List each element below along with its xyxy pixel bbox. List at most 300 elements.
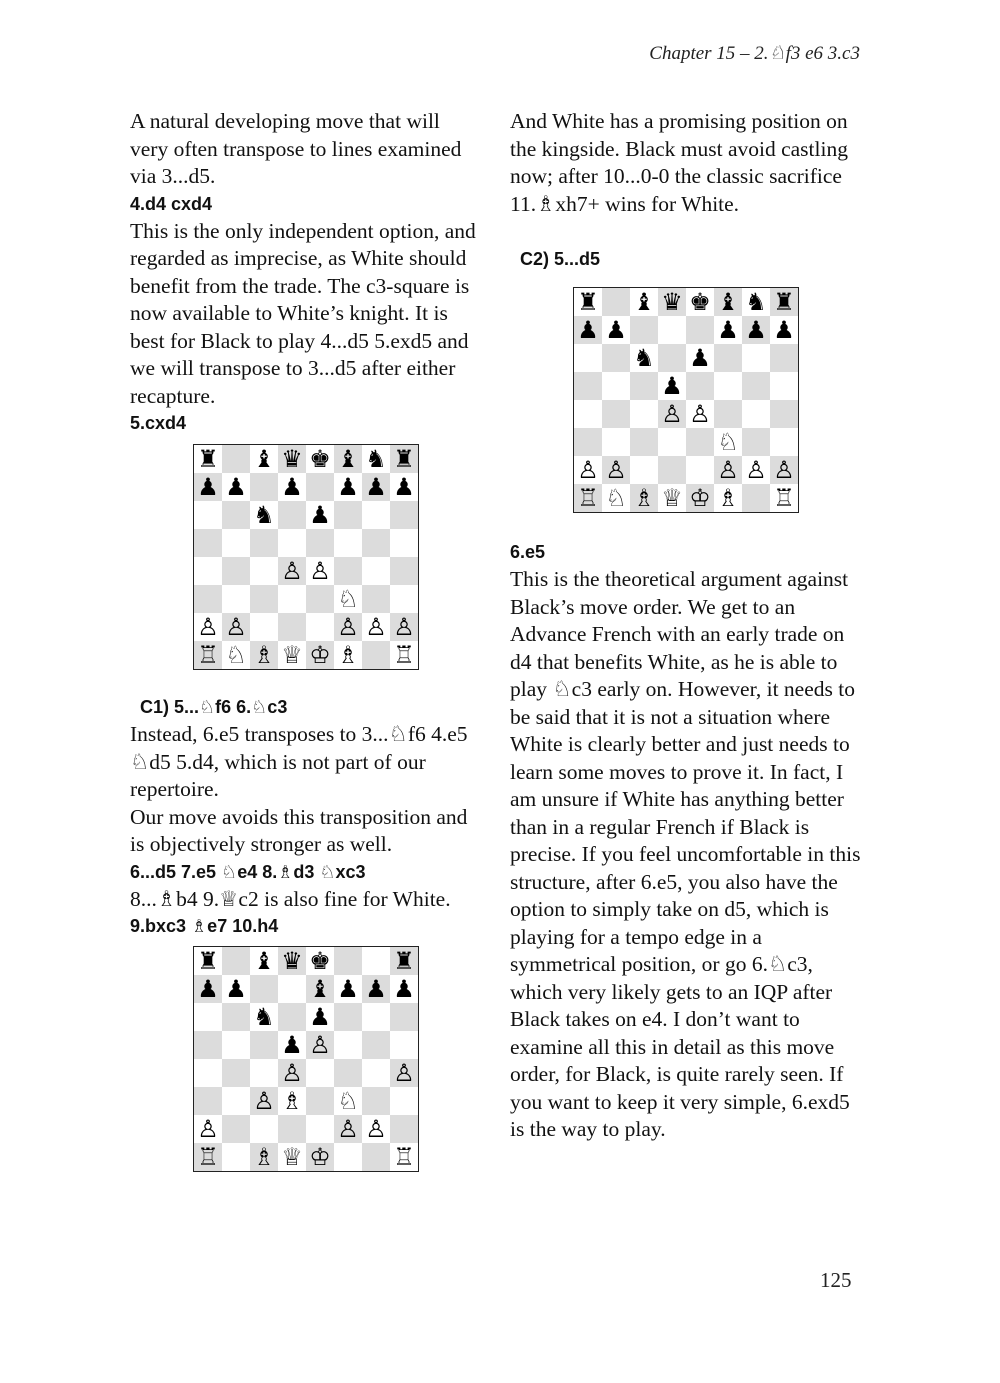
- chess-piece-icon: ♗: [337, 641, 359, 669]
- chess-piece-icon: ♘: [337, 585, 359, 613]
- board-square: [362, 975, 390, 1003]
- chess-piece-icon: ♙: [225, 613, 247, 641]
- board-square: [306, 1031, 334, 1059]
- board-square: [194, 1115, 222, 1143]
- chess-piece-icon: ♙: [605, 456, 627, 484]
- board-square: [334, 445, 362, 473]
- chess-piece-icon: ♟: [365, 473, 387, 501]
- board-square: [250, 1115, 278, 1143]
- board-square: [714, 316, 742, 344]
- board-square: [278, 473, 306, 501]
- chess-piece-icon: ♙: [717, 456, 739, 484]
- paragraph: Our move avoids this transposition and is objectively stronger as well.: [130, 804, 468, 856]
- board-square: [334, 557, 362, 585]
- board-square: [334, 585, 362, 613]
- chess-piece-icon: ♙: [253, 1087, 275, 1115]
- board-square: [362, 445, 390, 473]
- board-square: [390, 1115, 418, 1143]
- board-square: [362, 1087, 390, 1115]
- chess-piece-icon: ♗: [253, 641, 275, 669]
- board-square: [306, 473, 334, 501]
- board-square: [602, 288, 630, 316]
- board-square: [602, 344, 630, 372]
- chess-piece-icon: ♜: [197, 445, 219, 473]
- board-square: [194, 947, 222, 975]
- board-square: [334, 1059, 362, 1087]
- board-square: [222, 613, 250, 641]
- chess-piece-icon: ♝: [309, 975, 331, 1003]
- board-square: [574, 344, 602, 372]
- chess-piece-icon: ♟: [337, 975, 359, 1003]
- chess-diagram-3: [573, 287, 799, 513]
- board-square: [390, 473, 418, 501]
- move-line: 9.bxc3 ♗e7 10.h4: [130, 916, 279, 936]
- board-square: [714, 400, 742, 428]
- board-square: [250, 947, 278, 975]
- chess-piece-icon: ♙: [281, 557, 303, 585]
- board-square: [222, 1003, 250, 1031]
- chess-piece-icon: ♟: [689, 344, 711, 372]
- board-square: [278, 557, 306, 585]
- board-square: [250, 473, 278, 501]
- chess-piece-icon: ♝: [253, 947, 275, 975]
- board-square: [194, 975, 222, 1003]
- board-square: [250, 1003, 278, 1031]
- board-square: [686, 344, 714, 372]
- board-square: [278, 613, 306, 641]
- board-square: [278, 641, 306, 669]
- board-square: [742, 428, 770, 456]
- board-square: [362, 641, 390, 669]
- board-square: [306, 947, 334, 975]
- section-heading-c1: C1) 5...♘f6 6.♘c3: [140, 697, 288, 717]
- board-square: [306, 501, 334, 529]
- board-square: [390, 1059, 418, 1087]
- board-square: [630, 372, 658, 400]
- board-square: [742, 372, 770, 400]
- paragraph: This is the theoretical argument against Black’s move order. We get to an Advance French with an early trade on d4 that benefits White, as he is able to play ♘c3 early on. However, it needs to be said that it is not a situation where White is clearly better and just needs to learn some moves to prove it. In fact, I am unsure if White has anything better than in a regular French if Black is precise. If you feel uncomfortable in this structure, after 6.e5, you also have the option to simply take on d5, which is playing for a tempo edge in a symmetrical position, or go 6.♘c3, which very likely gets to an IQP after Black takes on e4. I don’t want to examine all this in detail as this move order, for Black, is quite rarely seen. If you want to keep it very simple, 6.exd5 is the way to play.: [510, 567, 861, 1141]
- chess-piece-icon: ♞: [253, 1003, 275, 1031]
- chess-piece-icon: ♙: [393, 1059, 415, 1087]
- chess-piece-icon: ♛: [661, 288, 683, 316]
- chess-piece-icon: ♞: [365, 445, 387, 473]
- chess-piece-icon: ♕: [281, 1143, 303, 1171]
- board-square: [630, 400, 658, 428]
- chess-piece-icon: ♗: [633, 484, 655, 512]
- chess-piece-icon: ♙: [197, 1115, 219, 1143]
- board-square: [334, 613, 362, 641]
- chess-piece-icon: ♜: [197, 947, 219, 975]
- board-square: [714, 428, 742, 456]
- chess-piece-icon: ♞: [633, 344, 655, 372]
- board-square: [658, 484, 686, 512]
- board-square: [390, 613, 418, 641]
- chess-piece-icon: ♜: [393, 445, 415, 473]
- board-square: [362, 1115, 390, 1143]
- board-square: [714, 344, 742, 372]
- board-square: [194, 1003, 222, 1031]
- chess-piece-icon: ♚: [309, 445, 331, 473]
- board-square: [194, 641, 222, 669]
- chess-diagram-1: [193, 444, 419, 670]
- board-square: [390, 1087, 418, 1115]
- chess-piece-icon: ♗: [253, 1143, 275, 1171]
- chess-piece-icon: ♛: [281, 445, 303, 473]
- board-square: [250, 975, 278, 1003]
- paragraph: This is the only independent option, and regarded as imprecise, as White should benefit from the trade. The c3-square is now available to White’s knight. It is best for Black to play 4...d5 5.exd5 and we will transpose to 3...d5 after either recapture.: [130, 218, 476, 408]
- section-heading-c2: C2) 5...d5: [520, 249, 601, 269]
- board-square: [194, 585, 222, 613]
- board-square: [714, 372, 742, 400]
- chess-piece-icon: ♘: [717, 428, 739, 456]
- chess-piece-icon: ♙: [577, 456, 599, 484]
- board-square: [278, 1003, 306, 1031]
- board-square: [362, 947, 390, 975]
- board-square: [250, 501, 278, 529]
- board-square: [334, 1003, 362, 1031]
- board-square: [334, 529, 362, 557]
- paragraph: Instead, 6.e5 transposes to 3...♘f6 4.e5 ♘d5 5.d4, which is not part of our repertoire.: [130, 722, 468, 801]
- chess-piece-icon: ♙: [661, 400, 683, 428]
- chess-piece-icon: ♙: [689, 400, 711, 428]
- paragraph: A natural developing move that will very often transpose to lines examined via 3...d5.: [130, 109, 462, 188]
- left-column: [130, 108, 482, 1172]
- board-square: [602, 316, 630, 344]
- board-square: [770, 372, 798, 400]
- chess-piece-icon: ♟: [577, 316, 599, 344]
- board-square: [222, 947, 250, 975]
- board-square: [714, 484, 742, 512]
- move-line: 4.d4 cxd4: [130, 193, 213, 214]
- board-square: [390, 529, 418, 557]
- board-square: [602, 456, 630, 484]
- board-square: [222, 445, 250, 473]
- chess-piece-icon: ♟: [337, 473, 359, 501]
- board-square: [742, 288, 770, 316]
- chess-piece-icon: ♝: [717, 288, 739, 316]
- paragraph: 8...♗b4 9.♕c2 is also fine for White.: [130, 886, 451, 911]
- board-square: [222, 975, 250, 1003]
- chess-piece-icon: ♙: [337, 1115, 359, 1143]
- board-square: [362, 1003, 390, 1031]
- chess-piece-icon: ♔: [309, 1143, 331, 1171]
- board-square: [222, 473, 250, 501]
- board-square: [390, 947, 418, 975]
- chess-piece-icon: ♟: [197, 473, 219, 501]
- board-square: [306, 641, 334, 669]
- chess-piece-icon: ♙: [281, 1059, 303, 1087]
- chess-piece-icon: ♟: [605, 316, 627, 344]
- board-square: [602, 484, 630, 512]
- board-square: [194, 445, 222, 473]
- board-square: [630, 456, 658, 484]
- board-square: [250, 1059, 278, 1087]
- board-square: [362, 585, 390, 613]
- chess-piece-icon: ♟: [717, 316, 739, 344]
- board-square: [334, 975, 362, 1003]
- board-square: [250, 445, 278, 473]
- board-square: [390, 501, 418, 529]
- board-square: [250, 1143, 278, 1171]
- chess-piece-icon: ♟: [745, 316, 767, 344]
- board-square: [362, 1031, 390, 1059]
- board-square: [222, 585, 250, 613]
- board-square: [306, 529, 334, 557]
- board-square: [602, 372, 630, 400]
- board-square: [390, 975, 418, 1003]
- board-square: [306, 1087, 334, 1115]
- board-square: [194, 1143, 222, 1171]
- board-square: [306, 975, 334, 1003]
- board-square: [630, 316, 658, 344]
- board-square: [194, 529, 222, 557]
- chess-piece-icon: ♙: [365, 1115, 387, 1143]
- board-square: [334, 473, 362, 501]
- move-line: 6.e5: [510, 542, 546, 562]
- board-square: [362, 529, 390, 557]
- board-square: [390, 445, 418, 473]
- chess-piece-icon: ♖: [393, 641, 415, 669]
- chess-piece-icon: ♘: [225, 641, 247, 669]
- board-square: [686, 456, 714, 484]
- board-square: [334, 1143, 362, 1171]
- board-square: [306, 613, 334, 641]
- board-square: [222, 501, 250, 529]
- board-square: [658, 316, 686, 344]
- board-square: [222, 1031, 250, 1059]
- board-square: [390, 1143, 418, 1171]
- board-square: [222, 1087, 250, 1115]
- board-square: [686, 400, 714, 428]
- board-square: [686, 484, 714, 512]
- chess-diagram-2: [193, 946, 419, 1172]
- board-square: [362, 557, 390, 585]
- chess-piece-icon: ♟: [225, 473, 247, 501]
- board-square: [770, 400, 798, 428]
- chess-piece-icon: ♙: [309, 557, 331, 585]
- board-square: [574, 484, 602, 512]
- board-square: [362, 1143, 390, 1171]
- board-square: [574, 288, 602, 316]
- board-square: [222, 1115, 250, 1143]
- chess-piece-icon: ♙: [309, 1031, 331, 1059]
- board-square: [686, 428, 714, 456]
- board-square: [630, 484, 658, 512]
- board-square: [250, 613, 278, 641]
- chess-piece-icon: ♟: [281, 473, 303, 501]
- board-square: [362, 1059, 390, 1087]
- move-line: 6...d5 7.e5 ♘e4 8.♗d3 ♘xc3: [130, 861, 366, 882]
- chess-piece-icon: ♟: [281, 1031, 303, 1059]
- board-square: [630, 344, 658, 372]
- board-square: [362, 501, 390, 529]
- board-square: [334, 1087, 362, 1115]
- board-square: [250, 641, 278, 669]
- board-square: [194, 557, 222, 585]
- board-square: [658, 288, 686, 316]
- board-square: [742, 484, 770, 512]
- chess-piece-icon: ♝: [337, 445, 359, 473]
- page-number: 125: [820, 1268, 852, 1292]
- board-square: [250, 529, 278, 557]
- chess-piece-icon: ♚: [689, 288, 711, 316]
- board-square: [278, 1059, 306, 1087]
- chess-piece-icon: ♕: [281, 641, 303, 669]
- board-square: [574, 400, 602, 428]
- board-square: [334, 947, 362, 975]
- board-square: [278, 947, 306, 975]
- chess-piece-icon: ♖: [393, 1143, 415, 1171]
- board-square: [250, 557, 278, 585]
- board-square: [574, 316, 602, 344]
- chess-piece-icon: ♙: [197, 613, 219, 641]
- chess-piece-icon: ♙: [337, 613, 359, 641]
- board-square: [658, 400, 686, 428]
- board-square: [390, 641, 418, 669]
- chess-piece-icon: ♜: [577, 288, 599, 316]
- board-square: [194, 501, 222, 529]
- board-square: [390, 1031, 418, 1059]
- board-square: [306, 1115, 334, 1143]
- chess-piece-icon: ♚: [309, 947, 331, 975]
- chess-piece-icon: ♖: [577, 484, 599, 512]
- board-square: [306, 1003, 334, 1031]
- board-square: [194, 473, 222, 501]
- board-square: [250, 1031, 278, 1059]
- board-square: [714, 288, 742, 316]
- chess-piece-icon: ♖: [197, 641, 219, 669]
- board-square: [334, 1115, 362, 1143]
- chess-piece-icon: ♙: [365, 613, 387, 641]
- chess-piece-icon: ♕: [661, 484, 683, 512]
- move-line: 5.cxd4: [130, 413, 187, 433]
- board-square: [770, 316, 798, 344]
- board-square: [222, 641, 250, 669]
- chess-piece-icon: ♟: [309, 1003, 331, 1031]
- board-square: [770, 344, 798, 372]
- chess-piece-icon: ♜: [773, 288, 795, 316]
- board-square: [194, 1059, 222, 1087]
- board-square: [306, 1143, 334, 1171]
- board-square: [250, 585, 278, 613]
- board-square: [194, 1031, 222, 1059]
- chess-piece-icon: ♝: [633, 288, 655, 316]
- board-square: [278, 501, 306, 529]
- chess-piece-icon: ♜: [393, 947, 415, 975]
- board-square: [222, 529, 250, 557]
- chess-piece-icon: ♖: [197, 1143, 219, 1171]
- board-square: [742, 344, 770, 372]
- board-square: [306, 445, 334, 473]
- board-square: [278, 1115, 306, 1143]
- board-square: [658, 456, 686, 484]
- chess-piece-icon: ♖: [773, 484, 795, 512]
- board-square: [334, 641, 362, 669]
- board-square: [334, 1031, 362, 1059]
- board-square: [390, 1003, 418, 1031]
- board-square: [630, 288, 658, 316]
- board-square: [574, 428, 602, 456]
- chess-piece-icon: ♗: [717, 484, 739, 512]
- chess-piece-icon: ♙: [773, 456, 795, 484]
- board-square: [306, 557, 334, 585]
- chess-piece-icon: ♟: [365, 975, 387, 1003]
- board-square: [278, 445, 306, 473]
- board-square: [770, 288, 798, 316]
- chess-piece-icon: ♟: [393, 975, 415, 1003]
- board-square: [194, 613, 222, 641]
- board-square: [630, 428, 658, 456]
- chess-piece-icon: ♘: [605, 484, 627, 512]
- board-square: [278, 1143, 306, 1171]
- chess-piece-icon: ♟: [773, 316, 795, 344]
- chess-piece-icon: ♘: [337, 1087, 359, 1115]
- board-square: [334, 501, 362, 529]
- board-square: [686, 316, 714, 344]
- board-square: [742, 456, 770, 484]
- board-square: [658, 344, 686, 372]
- chess-piece-icon: ♞: [745, 288, 767, 316]
- board-square: [574, 456, 602, 484]
- chess-piece-icon: ♛: [281, 947, 303, 975]
- board-square: [222, 557, 250, 585]
- board-square: [278, 1031, 306, 1059]
- board-square: [278, 529, 306, 557]
- board-square: [278, 975, 306, 1003]
- board-square: [250, 1087, 278, 1115]
- board-square: [658, 428, 686, 456]
- chess-piece-icon: ♟: [309, 501, 331, 529]
- board-square: [194, 1087, 222, 1115]
- chess-piece-icon: ♞: [253, 501, 275, 529]
- board-square: [686, 372, 714, 400]
- board-square: [686, 288, 714, 316]
- board-square: [362, 473, 390, 501]
- board-square: [742, 316, 770, 344]
- chess-piece-icon: ♙: [745, 456, 767, 484]
- board-square: [362, 613, 390, 641]
- board-square: [306, 585, 334, 613]
- paragraph: And White has a promising position on the kingside. Black must avoid castling now; after 10...0-0 the classic sacrifice 11.♗xh7+ wins for White.: [510, 109, 848, 216]
- chess-piece-icon: ♔: [309, 641, 331, 669]
- board-square: [602, 428, 630, 456]
- board-square: [770, 428, 798, 456]
- chess-piece-icon: ♟: [393, 473, 415, 501]
- board-square: [742, 400, 770, 428]
- board-square: [770, 484, 798, 512]
- chess-piece-icon: ♔: [689, 484, 711, 512]
- chess-piece-icon: ♗: [281, 1087, 303, 1115]
- board-square: [222, 1059, 250, 1087]
- board-square: [602, 400, 630, 428]
- board-square: [574, 372, 602, 400]
- board-square: [714, 456, 742, 484]
- chess-piece-icon: ♟: [661, 372, 683, 400]
- board-square: [658, 372, 686, 400]
- board-square: [278, 1087, 306, 1115]
- board-square: [306, 1059, 334, 1087]
- board-square: [222, 1143, 250, 1171]
- right-column: [510, 108, 862, 1144]
- chess-piece-icon: ♙: [393, 613, 415, 641]
- board-square: [770, 456, 798, 484]
- running-head: Chapter 15 – 2.♘f3 e6 3.c3: [649, 43, 860, 64]
- board-square: [390, 585, 418, 613]
- board-square: [278, 585, 306, 613]
- board-square: [390, 557, 418, 585]
- chess-piece-icon: ♟: [225, 975, 247, 1003]
- chess-piece-icon: ♟: [197, 975, 219, 1003]
